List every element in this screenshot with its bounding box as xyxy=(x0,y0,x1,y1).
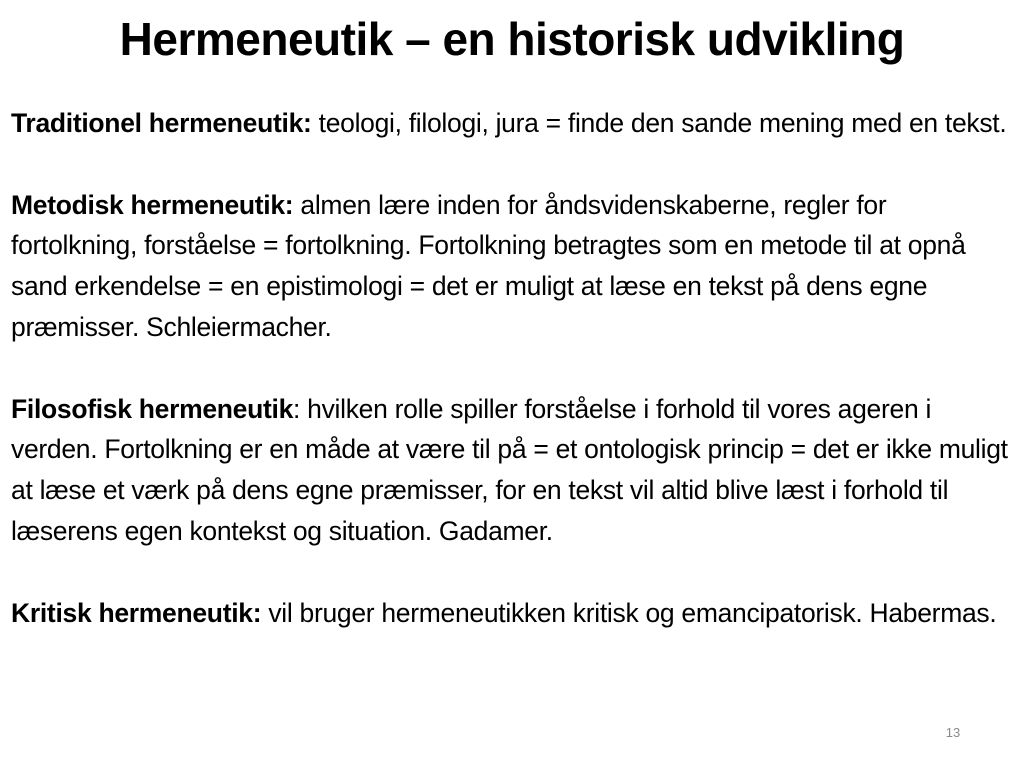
slide-title: Hermeneutik – en historisk udvikling xyxy=(119,13,905,65)
term-traditional-hermeneutics: Traditionel hermeneutik: xyxy=(11,108,312,138)
page-number: 13 xyxy=(945,725,961,740)
description-critical-hermeneutics: vil bruger hermeneutikken kritisk og emancipatorisk. Habermas. xyxy=(261,597,997,628)
term-methodical-hermeneutics: Metodisk hermeneutik: xyxy=(11,189,294,220)
description-traditional-hermeneutics: teologi, filologi, jura = finde den sande mening med en tekst. xyxy=(311,108,1007,138)
paragraph-critical-hermeneutics xyxy=(11,593,1016,634)
description-philosophical-hermeneutics: : hvilken rolle spiller forståelse i forhold til vores ageren i verden. Fortolkning er en måde at være til på = et ontologisk princip = det er ikke muligt at læse et værk på dens egne præmisser, for en tekst vil altid blive læst i forhold til læserens egen kontekst og situation. Gadamer. xyxy=(11,393,1008,546)
paragraph-traditional-hermeneutics xyxy=(11,103,1016,144)
paragraph-philosophical-hermeneutics xyxy=(11,389,1016,552)
slide-body xyxy=(11,103,1016,633)
term-philosophical-hermeneutics: Filosofisk hermeneutik xyxy=(11,393,294,424)
description-methodical-hermeneutics: almen lære inden for åndsvidenskaberne, regler for fortolkning, forståelse = fortolkning. Fortolkning betragtes som en metode til at opnå sand erkendelse = en epistimologi = det er muligt at læse en tekst på dens egne præmisser. Schleiermacher. xyxy=(11,189,966,342)
paragraph-methodical-hermeneutics xyxy=(11,185,1016,348)
term-critical-hermeneutics: Kritisk hermeneutik: xyxy=(11,597,262,628)
